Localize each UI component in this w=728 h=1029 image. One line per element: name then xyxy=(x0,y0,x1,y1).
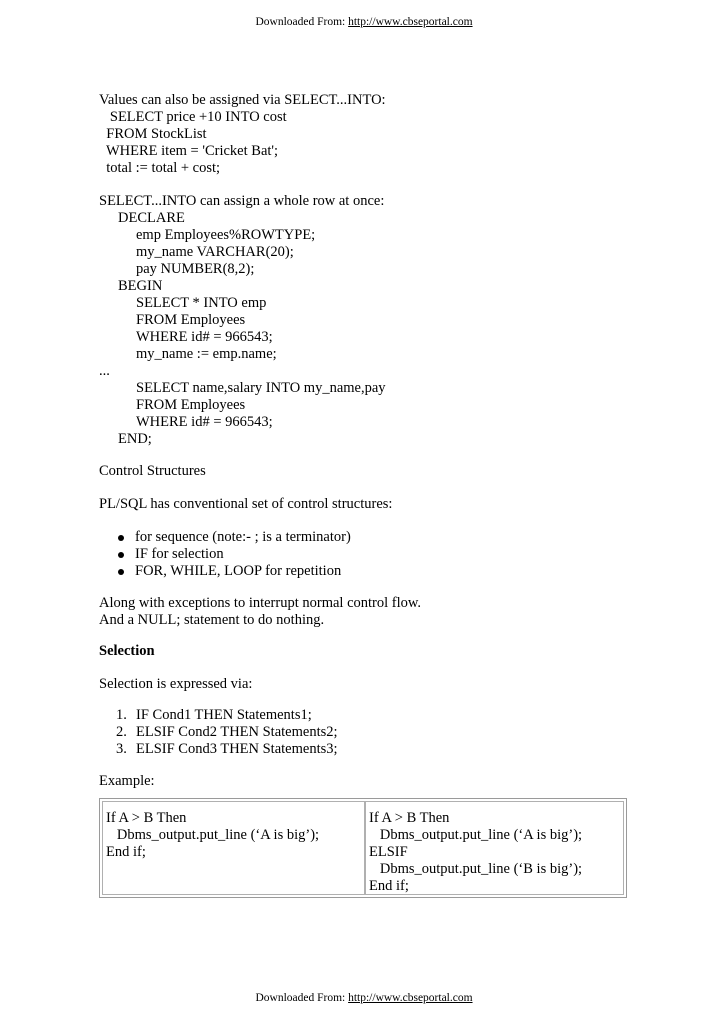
code-line: pay NUMBER(8,2); xyxy=(136,261,255,277)
code-line: my_name := emp.name; xyxy=(136,346,277,362)
code-line: If A > B Then xyxy=(369,810,450,826)
code-ellipsis: ... xyxy=(99,363,110,379)
list-item-text: for sequence (note:- ; is a terminator) xyxy=(135,529,351,545)
footer-link[interactable]: http://www.cbseportal.com xyxy=(348,992,473,1004)
page-header xyxy=(0,16,728,28)
code-line: FROM Employees xyxy=(136,312,246,328)
control-after-1: Along with exceptions to interrupt normal control flow. xyxy=(99,595,422,611)
code-line: WHERE id# = 966543; xyxy=(136,414,273,430)
example-cell-left xyxy=(102,801,365,895)
code-line: WHERE item = 'Cricket Bat'; xyxy=(99,143,279,159)
header-prefix: Downloaded From: xyxy=(255,16,349,28)
list-item-text: IF for selection xyxy=(135,546,224,562)
bullet-icon xyxy=(118,569,124,575)
example-cell-right xyxy=(365,801,624,895)
list-item-text: IF Cond1 THEN Statements1; xyxy=(136,707,312,723)
footer-prefix: Downloaded From: xyxy=(255,992,349,1004)
control-structures-heading: Control Structures xyxy=(99,463,206,479)
example-table xyxy=(99,798,627,898)
list-number: 3. xyxy=(116,741,127,757)
code-line: Dbms_output.put_line (‘B is big’); xyxy=(369,861,583,877)
code-line: SELECT * INTO emp xyxy=(136,295,267,311)
selection-heading: Selection xyxy=(99,643,155,659)
code-line: End if; xyxy=(369,878,409,894)
code-line: FROM Employees xyxy=(136,397,246,413)
code-line: DECLARE xyxy=(118,210,185,226)
code-line: Dbms_output.put_line (‘A is big’); xyxy=(369,827,583,843)
page-footer xyxy=(0,992,728,1004)
bullet-icon xyxy=(118,535,124,541)
code-line: End if; xyxy=(106,844,146,860)
code-line: BEGIN xyxy=(118,278,163,294)
code-line: SELECT price +10 INTO cost xyxy=(99,109,287,125)
list-item-text: ELSIF Cond2 THEN Statements2; xyxy=(136,724,338,740)
example-label: Example: xyxy=(99,773,155,789)
code-line: END; xyxy=(118,431,152,447)
code-line: ELSIF xyxy=(369,844,408,860)
code-line: WHERE id# = 966543; xyxy=(136,329,273,345)
code-line: SELECT name,salary INTO my_name,pay xyxy=(136,380,386,396)
list-number: 2. xyxy=(116,724,127,740)
code-line: FROM StockList xyxy=(99,126,207,142)
list-number: 1. xyxy=(116,707,127,723)
code-line: emp Employees%ROWTYPE; xyxy=(136,227,316,243)
code-line: Dbms_output.put_line (‘A is big’); xyxy=(106,827,320,843)
row-select-intro: SELECT...INTO can assign a whole row at once: xyxy=(99,193,385,209)
control-intro: PL/SQL has conventional set of control structures: xyxy=(99,496,393,512)
list-item-text: FOR, WHILE, LOOP for repetition xyxy=(135,563,342,579)
code-line: total := total + cost; xyxy=(99,160,221,176)
selection-intro: Selection is expressed via: xyxy=(99,676,253,692)
bullet-icon xyxy=(118,552,124,558)
header-link[interactable]: http://www.cbseportal.com xyxy=(348,16,473,28)
code-line: If A > B Then xyxy=(106,810,187,826)
control-after-2: And a NULL; statement to do nothing. xyxy=(99,612,325,628)
list-item-text: ELSIF Cond3 THEN Statements3; xyxy=(136,741,338,757)
code-line: my_name VARCHAR(20); xyxy=(136,244,294,260)
select-into-intro: Values can also be assigned via SELECT...INTO: xyxy=(99,92,386,108)
